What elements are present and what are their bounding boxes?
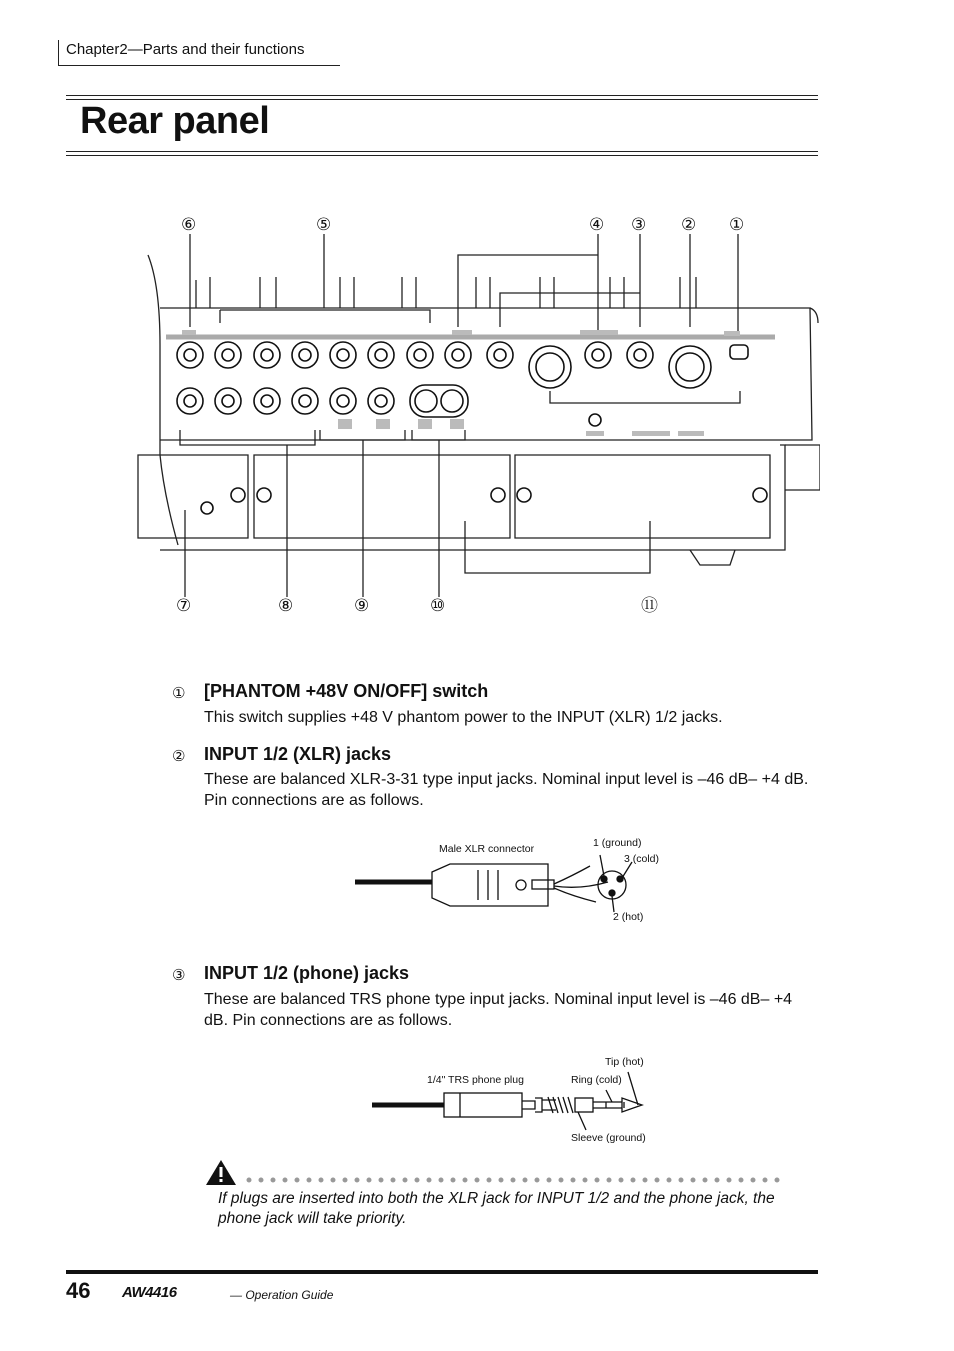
callout-4: ④ — [589, 215, 605, 235]
callout-1: ① — [729, 215, 745, 235]
guide-title: — Operation Guide — [230, 1288, 334, 1302]
trs-ring-label: Ring (cold) — [571, 1074, 622, 1086]
section-2-body: These are balanced XLR-3-31 type input jacks. Nominal input level is –46 dB– +4 dB. Pin connections are as follows. — [204, 771, 809, 809]
section-2-number: ② — [172, 748, 186, 765]
xlr-pin1-label: 1 (ground) — [593, 837, 642, 849]
callout-2: ② — [681, 215, 697, 235]
callout-3: ③ — [631, 215, 647, 235]
xlr-connector-label: Male XLR connector — [439, 843, 535, 855]
xlr-pin3-label: 3 (cold) — [624, 853, 660, 865]
section-1-heading: [PHANTOM +48V ON/OFF] switch — [204, 681, 489, 701]
callout-5: ⑤ — [316, 215, 332, 235]
brand-logo: AW4416 — [122, 1284, 177, 1301]
page-number: 46 — [66, 1278, 91, 1303]
warning-icon — [205, 1158, 237, 1186]
section-1-body: This switch supplies +48 V phantom power to the INPUT (XLR) 1/2 jacks. — [204, 709, 723, 726]
callout-11: ⑪ — [641, 596, 658, 616]
chapter-rule-vertical — [58, 40, 59, 66]
chapter-heading: Chapter2—Parts and their functions — [66, 41, 305, 58]
title-rule-bottom — [66, 151, 818, 156]
caution-text: If plugs are inserted into both the XLR jack for INPUT 1/2 and the phone jack, the phone jack will take priority. — [218, 1190, 775, 1227]
section-3-body: These are balanced TRS phone type input jacks. Nominal input level is –46 dB– +4 dB. Pin connections are as follows. — [204, 991, 793, 1029]
chapter-rule — [58, 65, 340, 66]
callout-10: ⑩ — [430, 596, 446, 616]
caution-dotted-rule — [245, 1176, 785, 1184]
section-1-number: ① — [172, 685, 186, 702]
section-3-heading: INPUT 1/2 (phone) jacks — [204, 963, 410, 983]
callout-6: ⑥ — [181, 215, 197, 235]
page-title: Rear panel — [80, 100, 270, 142]
section-2-heading: INPUT 1/2 (XLR) jacks — [204, 744, 392, 764]
callout-7: ⑦ — [176, 596, 192, 616]
section-3-number: ③ — [172, 967, 186, 984]
callout-9: ⑨ — [354, 596, 370, 616]
trs-plug-label: 1/4" TRS phone plug — [427, 1074, 524, 1086]
footer-rule — [66, 1270, 818, 1274]
trs-sleeve-label: Sleeve (ground) — [571, 1132, 646, 1144]
callout-8: ⑧ — [278, 596, 294, 616]
trs-tip-label: Tip (hot) — [605, 1056, 644, 1068]
rear-panel-illustration — [130, 205, 820, 625]
xlr-pin2-label: 2 (hot) — [613, 911, 644, 923]
